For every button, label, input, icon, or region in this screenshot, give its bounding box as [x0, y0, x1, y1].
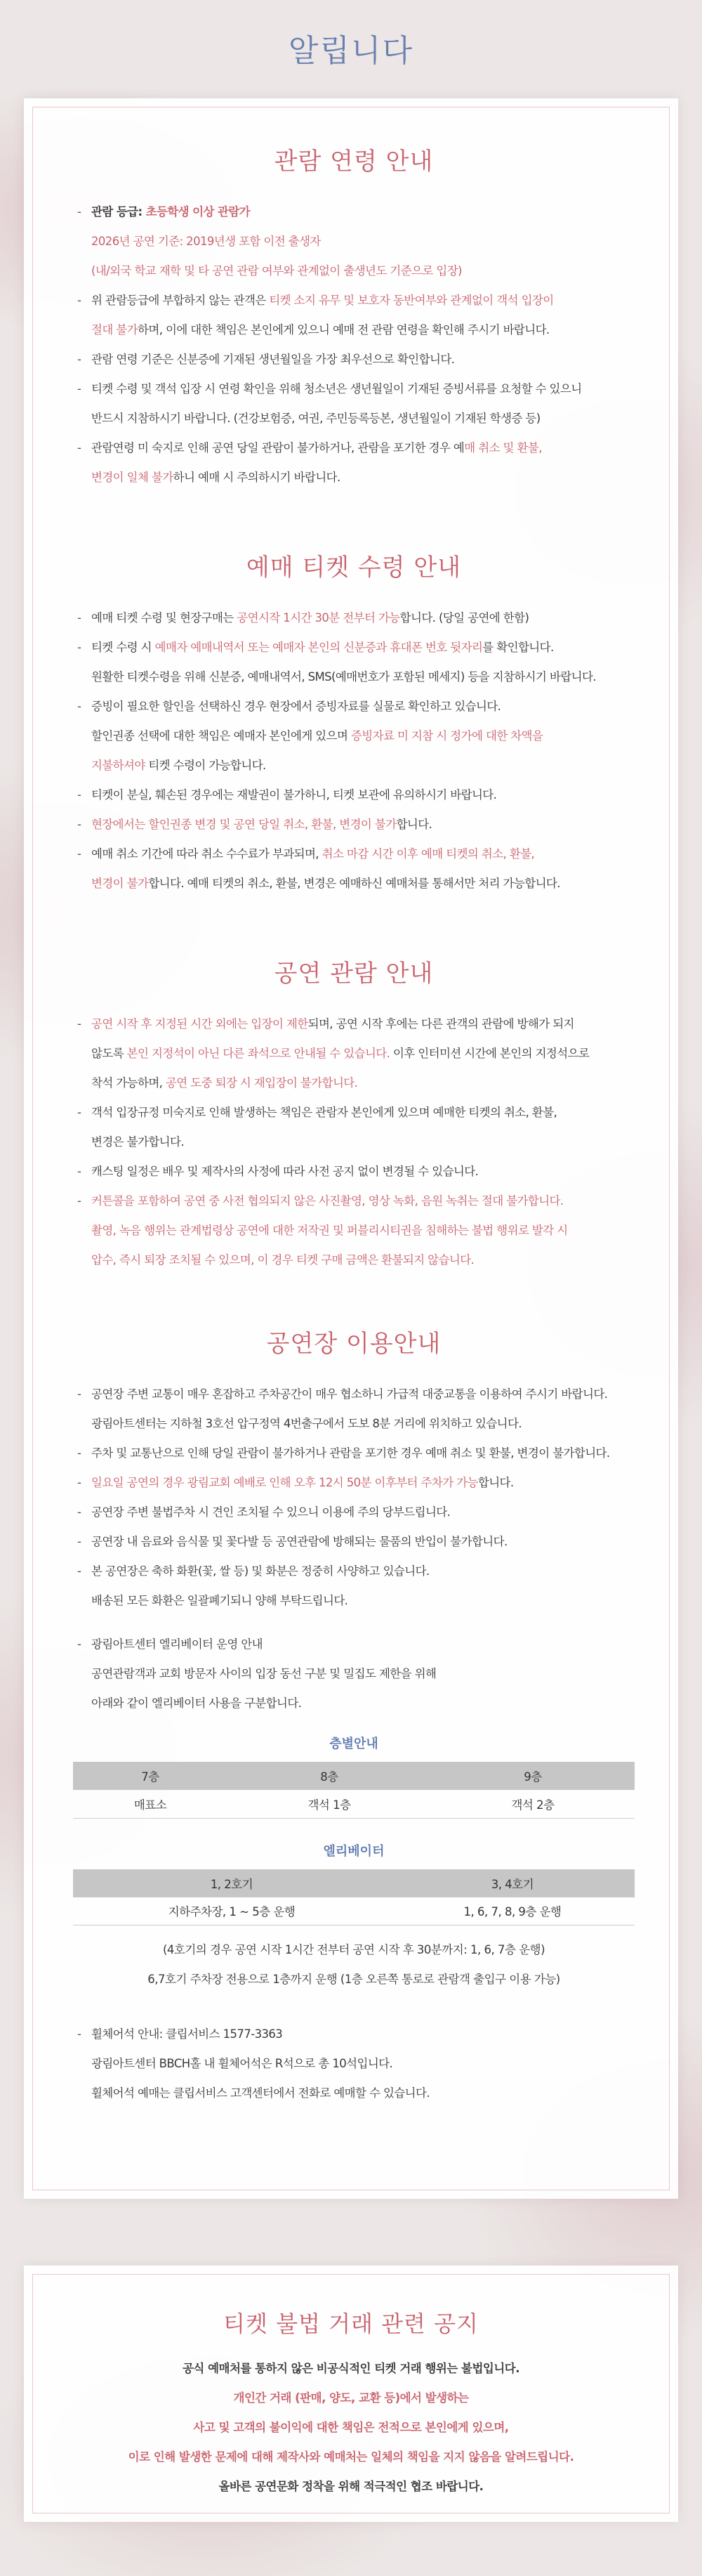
highlight: 지불하셔야	[91, 759, 145, 772]
age-refund-line-2	[73, 463, 635, 492]
viewing-line: 변경은 불가합니다.	[91, 1135, 185, 1149]
floor-table	[73, 1762, 635, 1819]
text: 합니다. (당일 공연에 한함)	[399, 611, 529, 625]
venue-line: - 공연장 내 음료와 음식물 및 꽃다발 등 공연관람에 방해되는 물품의 반입이 불가합니다.	[73, 1527, 635, 1557]
age-rating-line	[73, 197, 635, 227]
venue-section-title: 공연장 이용안내	[266, 1330, 442, 1358]
text: 않도록	[91, 1047, 127, 1060]
ticket-line	[73, 603, 635, 633]
ticket-section-title: 예매 티켓 수령 안내	[246, 554, 462, 582]
text: 합니다. 예매 티켓의 취소, 환불, 변경은 예매하신 예매처를 통해서만 처리 가능합니다.	[148, 877, 560, 890]
age-rating-value: 초등학생 이상 관람가	[145, 205, 250, 218]
ticket-line	[73, 839, 635, 869]
viewing-line: - 캐스팅 일정은 배우 및 제작사의 사정에 따라 사전 공지 없이 변경될 수 있습니다.	[73, 1157, 635, 1186]
highlight: 티켓 소지 유무 및 보호자 동반여부와 관계없이 객석 입장이	[269, 294, 554, 307]
table-header-row	[73, 1762, 635, 1790]
text: 예매 취소 기간에 따라 취소 수수료가 부과되며,	[91, 847, 322, 861]
elevator-info-line: - 광림아트센터 엘리베이터 운영 안내	[73, 1630, 635, 1659]
viewing-line	[73, 1068, 635, 1098]
illegal-trade-line: 사고 및 고객의 불이익에 대한 책임은 전적으로 본인에게 있으며,	[193, 2421, 509, 2434]
notice-card	[24, 98, 678, 2199]
illegal-trade-line: 개인간 거래 (판매, 양도, 교환 등)에서 발생하는	[233, 2391, 469, 2405]
age-doc-line: - 티켓 수령 및 객석 입장 시 연령 확인을 위해 청소년은 생년월일이 기재된 증빙서류를 요청할 수 있으니	[73, 374, 635, 404]
table-header: 3, 4호기	[390, 1869, 635, 1897]
text: 하니 예매 시 주의하시기 바랍니다.	[173, 471, 340, 484]
viewing-line	[73, 1039, 635, 1068]
wheelchair-line: 휠체어석 예매는 클립서비스 고객센터에서 전화로 예매할 수 있습니다.	[91, 2086, 430, 2100]
viewing-section	[73, 954, 635, 1275]
text: 할인권종 선택에 대한 책임은 예매자 본인에게 있으며	[91, 729, 351, 743]
ticket-line: - 티켓이 분실, 훼손된 경우에는 재발권이 불가하니, 티켓 보관에 유의하시기 바랍니다.	[73, 780, 635, 810]
table-header: 7층	[73, 1762, 227, 1790]
text: 착석 가능하며,	[91, 1076, 166, 1090]
age-section	[73, 142, 635, 492]
viewing-section-title: 공연 관람 안내	[274, 960, 434, 988]
viewing-line	[73, 1009, 635, 1039]
ticket-line	[73, 810, 635, 839]
illegal-trade-line: 공식 예매처를 통하지 않은 비공식적인 티켓 거래 행위는 불법입니다.	[182, 2362, 519, 2375]
venue-line: - 공연장 주변 교통이 매우 혼잡하고 주차공간이 매우 협소하니 가급적 대중교통을 이용하여 주시기 바랍니다.	[73, 1380, 635, 1409]
highlight: 취소 마감 시간 이후 예매 티켓의 취소, 환불,	[322, 847, 535, 861]
ticket-line	[73, 869, 635, 898]
text: 하며, 이에 대한 책임은 본인에게 있으니 예매 전 관람 연령을 확인해 주시기 바랍니다.	[138, 323, 550, 336]
viewing-line: 촬영, 녹음 행위는 관계법령상 공연에 대한 저작권 및 퍼블리시티권을 침해하는 불법 행위로 발각 시	[91, 1224, 568, 1237]
age-criteria-line: 2026년 공연 기준: 2019년생 포함 이전 출생자	[91, 235, 321, 248]
ticket-line: 원활한 티켓수령을 위해 신분증, 예매내역서, SMS(예매번호가 포함된 메세지) 등을 지참하시기 바랍니다.	[91, 670, 597, 684]
highlight: 일요일 공연의 경우 광림교회 예배로 인해 오후 12시 50분 이후부터 주차가 가능	[91, 1476, 478, 1489]
venue-line: - 주차 및 교통난으로 인해 당일 관람이 불가하거나 관람을 포기한 경우 예매 취소 및 환불, 변경이 불가합니다.	[73, 1439, 635, 1468]
elevator-table	[73, 1869, 635, 1926]
table-cell: 매표소	[73, 1790, 227, 1818]
highlight: 현장에서는 할인권종 변경 및 공연 당일 취소, 환불, 변경이 불가	[91, 818, 397, 831]
illegal-trade-line: 이로 인해 발생한 문제에 대해 제작사와 예매처는 일체의 책임을 지지 않음을 알려드립니다.	[128, 2450, 574, 2464]
viewing-line: - 커튼콜을 포함하여 공연 중 사전 협의되지 않은 사진촬영, 영상 녹화, 음원 녹취는 절대 불가합니다.	[73, 1186, 635, 1216]
table-header: 1, 2호기	[73, 1869, 390, 1897]
table-header: 9층	[431, 1762, 635, 1790]
page-title: 알립니다	[288, 33, 413, 69]
age-rating-label: 관람 등급:	[91, 205, 146, 218]
text: 티켓 수령 시	[91, 641, 155, 654]
text: 합니다.	[396, 818, 432, 831]
ticket-line: - 증빙이 필요한 할인을 선택하신 경우 현장에서 증빙자료를 실물로 확인하고 있습니다.	[73, 692, 635, 721]
highlight: 변경이 일체 불가	[91, 471, 173, 484]
highlight: 변경이 불가	[91, 877, 149, 890]
highlight: 공연 도중 퇴장 시 재입장이 불가합니다.	[165, 1076, 358, 1090]
highlight: 예매자 예매내역서 또는 예매자 본인의 신분증과 휴대폰 번호 뒷자리	[154, 641, 483, 654]
age-criteria-note: (내/외국 학교 재학 및 타 공연 관람 여부와 관계없이 출생년도 기준으로 입장)	[91, 264, 462, 277]
table-cell: 객석 1층	[227, 1790, 431, 1818]
viewing-line: 압수, 즉시 퇴장 조치될 수 있으며, 이 경우 티켓 구매 금액은 환불되지 않습니다.	[91, 1253, 475, 1267]
venue-line: 배송된 모든 화환은 일괄폐기되니 양해 부탁드립니다.	[91, 1594, 348, 1607]
illegal-trade-card	[24, 2266, 678, 2522]
table-header: 8층	[227, 1762, 431, 1790]
age-refund-line	[73, 433, 635, 463]
text: 예매 티켓 수령 및 현장구매는	[91, 611, 237, 625]
highlight: 절대 불가	[91, 323, 138, 336]
venue-line: - 공연장 주변 불법주차 시 견인 조치될 수 있으니 이용에 주의 당부드립니다.	[73, 1498, 635, 1527]
text: 이후 인터미션 시간에 본인의 지정석으로	[390, 1047, 590, 1060]
table-cell: 객석 2층	[431, 1790, 635, 1818]
text: 관람연령 미 숙지로 인해 공연 당일 관람이 불가하거나, 관람을 포기한 경우 예	[91, 441, 465, 455]
illegal-trade-line: 올바른 공연문화 정착을 위해 적극적인 협조 바랍니다.	[218, 2480, 484, 2493]
text: 위 관람등급에 부합하지 않는 관객은	[91, 294, 270, 307]
venue-line	[73, 1468, 635, 1498]
illegal-trade-title: 티켓 불법 거래 관련 공지	[223, 2310, 479, 2337]
text: 티켓 수령이 가능합니다.	[145, 759, 266, 772]
elevator-info-line: 아래와 같이 엘리베이터 사용을 구분합니다.	[91, 1696, 302, 1710]
ticket-line	[73, 721, 635, 751]
text: 합니다.	[477, 1476, 514, 1489]
highlight: 본인 지정석이 아닌 다른 좌석으로 안내될 수 있습니다.	[126, 1047, 390, 1060]
age-warning-line	[73, 286, 635, 315]
table-header-row	[73, 1869, 635, 1897]
text: 되며, 공연 시작 후에는 다른 관객의 관람에 방해가 되지	[307, 1017, 574, 1031]
wheelchair-line: - 휠체어석 안내: 클립서비스 1577-3363	[73, 2020, 635, 2049]
floor-table-title: 층별안내	[329, 1737, 378, 1751]
table-row	[73, 1897, 635, 1926]
highlight: 매 취소 및 환불,	[464, 441, 542, 455]
ticket-line	[73, 751, 635, 780]
text: 를 확인합니다.	[482, 641, 554, 654]
age-id-line: - 관람 연령 기준은 신분증에 기재된 생년월일을 가장 최우선으로 확인합니다.	[73, 345, 635, 374]
wheelchair-line: 광림아트센터 BBCH홀 내 휠체어석은 R석으로 총 10석입니다.	[91, 2057, 393, 2070]
viewing-line: - 객석 입장규정 미숙지로 인해 발생하는 책임은 관람자 본인에게 있으며 예매한 티켓의 취소, 환불,	[73, 1098, 635, 1127]
table-cell: 1, 6, 7, 8, 9층 운행	[390, 1897, 635, 1926]
table-cell: 지하주차장, 1 ~ 5층 운행	[73, 1897, 390, 1926]
elevator-note: (4호기의 경우 공연 시작 1시간 전부터 공연 시작 후 30분까지: 1, 6, 7층 운행)	[162, 1943, 545, 1956]
ticket-section	[73, 548, 635, 898]
elevator-table-title: 엘리베이터	[323, 1843, 385, 1859]
venue-line: - 본 공연장은 축하 화환(꽃, 쌀 등) 및 화분은 정중히 사양하고 있습니다.	[73, 1557, 635, 1586]
venue-line: 광림아트센터는 지하철 3호선 압구정역 4번출구에서 도보 8분 거리에 위치하고 있습니다.	[91, 1417, 522, 1430]
elevator-info-line: 공연관람객과 교회 방문자 사이의 입장 동선 구분 및 밀집도 제한을 위해	[91, 1667, 437, 1680]
highlight: 증빙자료 미 지참 시 정가에 대한 차액을	[350, 729, 543, 743]
highlight: 공연 시작 후 지정된 시간 외에는 입장이 제한	[91, 1017, 308, 1031]
venue-section	[73, 1324, 635, 2108]
table-row	[73, 1790, 635, 1818]
age-doc-line-2: 반드시 지참하시기 바랍니다. (건강보험증, 여권, 주민등록등본, 생년월일이 기재된 학생증 등)	[91, 412, 541, 425]
elevator-note: 6,7호기 주차장 전용으로 1층까지 운행 (1층 오른쪽 통로로 관람객 출입구 이용 가능)	[147, 1973, 560, 1986]
age-section-title: 관람 연령 안내	[274, 148, 434, 176]
highlight: 공연시작 1시간 30분 전부터 가능	[237, 611, 400, 625]
age-warning-line-2	[73, 315, 635, 345]
ticket-line	[73, 633, 635, 662]
